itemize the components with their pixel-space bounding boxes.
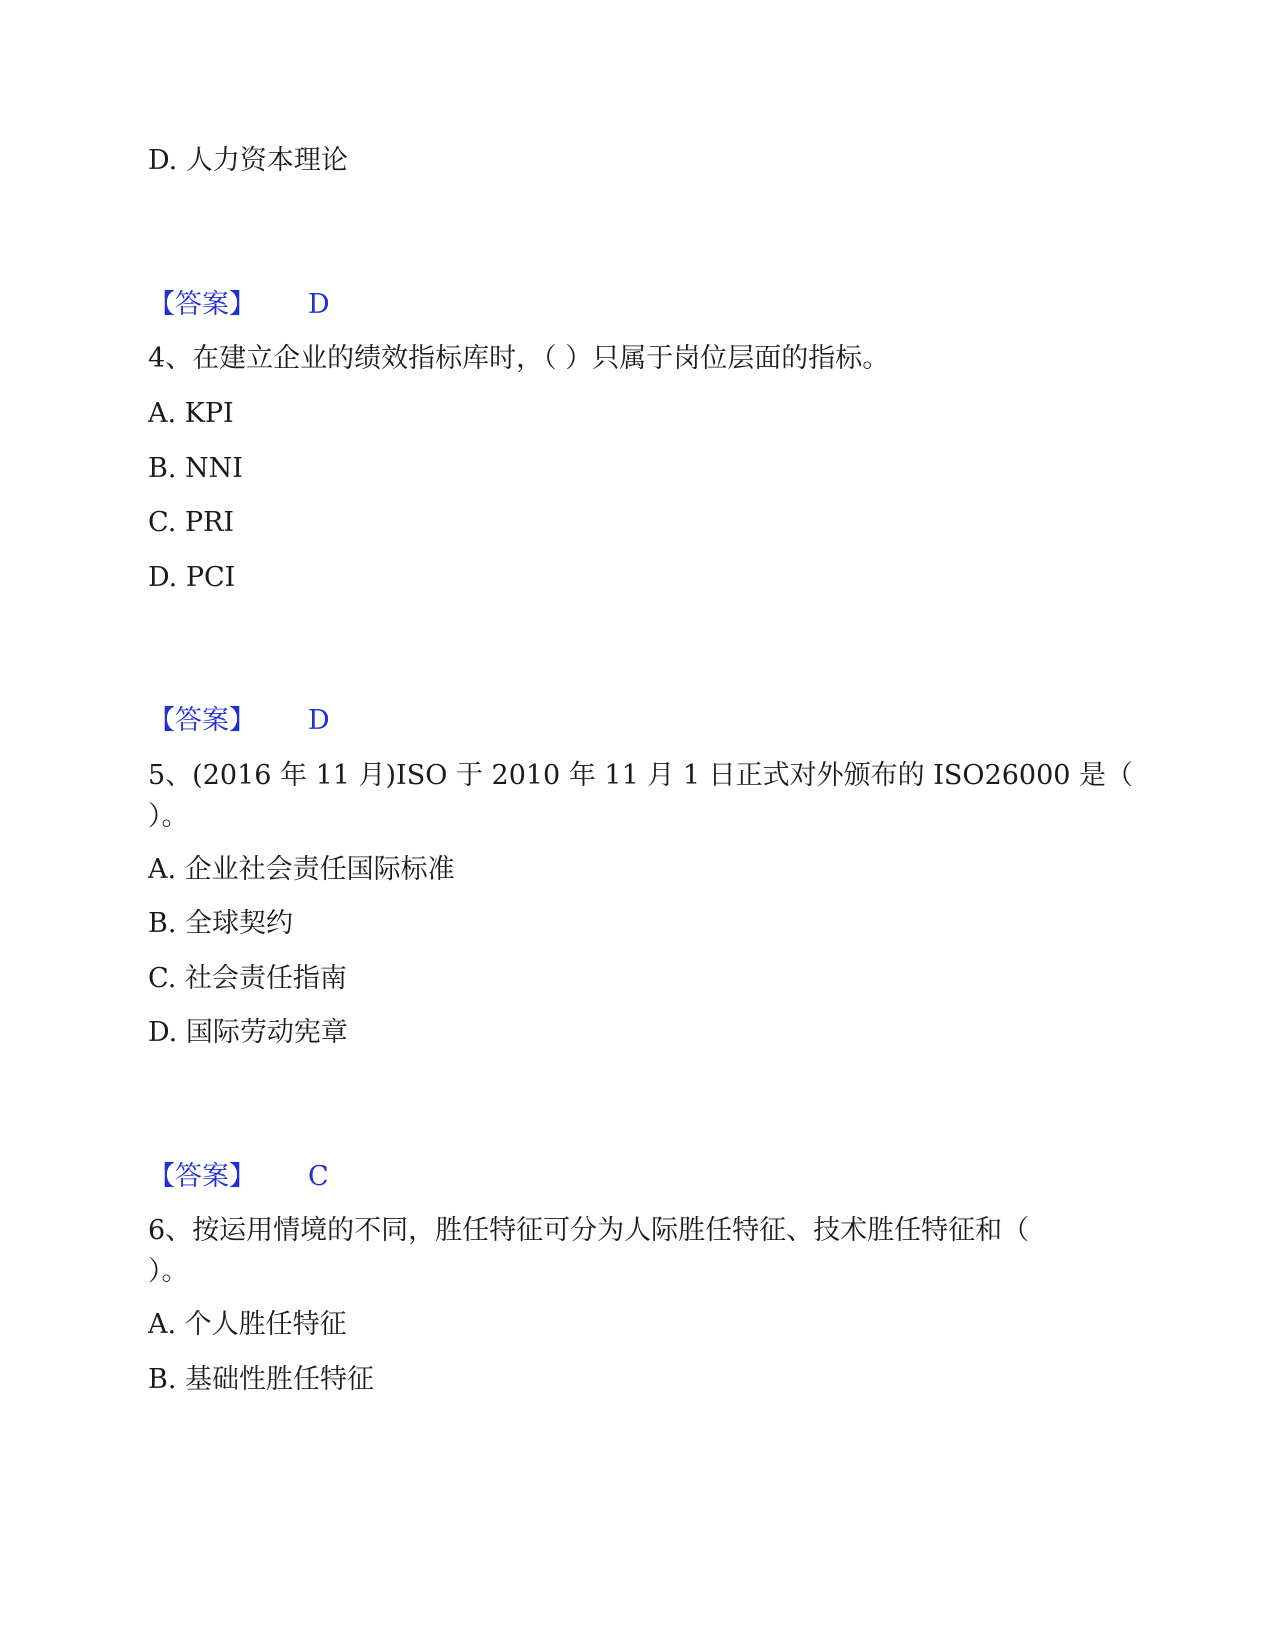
answer-label: 【答案】 xyxy=(148,705,256,736)
question-stem: 6、按运用情境的不同，胜任特征可分为人际胜任特征、技术胜任特征和（ xyxy=(148,1215,1030,1246)
question-stem: 4、在建立企业的绩效指标库时，（ ）只属于岗位层面的指标。 xyxy=(148,343,890,374)
answer-row xyxy=(148,1160,329,1194)
option-c: C. 社会责任指南 xyxy=(148,963,347,994)
option-b: B. 全球契约 xyxy=(148,908,294,939)
option-b: B. 基础性胜任特征 xyxy=(148,1364,375,1395)
question-stem-continuation: ）。 xyxy=(148,801,189,832)
option-c: C. PRI xyxy=(148,507,235,538)
answer-value: C xyxy=(308,1161,329,1192)
option-d: D. PCI xyxy=(148,562,236,593)
question-stem-continuation: ）。 xyxy=(148,1256,189,1287)
answer-row xyxy=(148,704,330,738)
option-a: A. KPI xyxy=(148,398,234,429)
answer-label: 【答案】 xyxy=(148,289,256,320)
question-stem: 5、(2016 年 11 月)ISO 于 2010 年 11 月 1 日正式对外颁布的 ISO26000 是（ xyxy=(148,760,1134,791)
option-a: A. 企业社会责任国际标准 xyxy=(148,854,455,885)
option-d: D. 国际劳动宪章 xyxy=(148,1017,348,1048)
option-a: A. 个人胜任特征 xyxy=(148,1309,347,1340)
option-d: D. 人力资本理论 xyxy=(148,145,348,176)
answer-row xyxy=(148,288,330,322)
answer-value: D xyxy=(308,289,330,320)
answer-label: 【答案】 xyxy=(148,1161,256,1192)
option-b: B. NNI xyxy=(148,453,243,484)
answer-value: D xyxy=(308,705,330,736)
